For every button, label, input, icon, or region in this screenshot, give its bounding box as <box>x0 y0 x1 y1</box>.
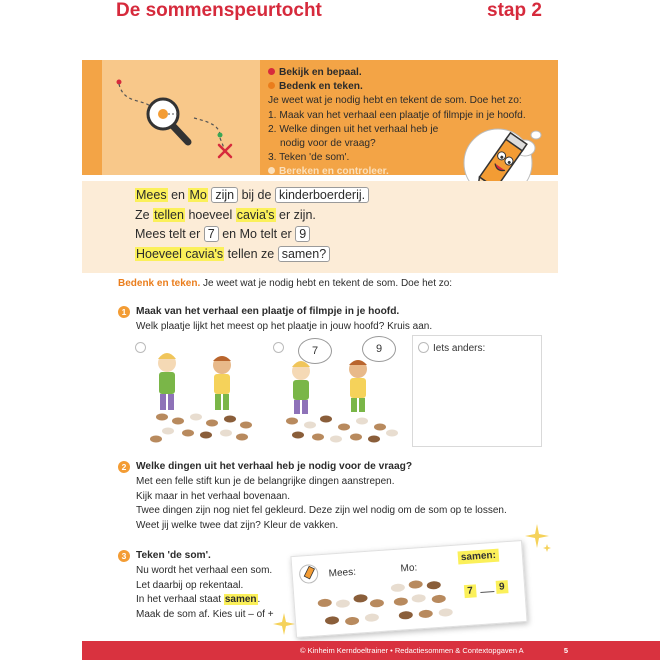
red-dot-icon <box>268 68 275 75</box>
instr-line1: 1. Maak van het verhaal een plaatje of filmpje in je hoofd. <box>268 109 526 121</box>
story-word-kinderboerderij: kinderboerderij. <box>275 187 369 203</box>
story-word-zijn: zijn <box>211 187 238 203</box>
pencil-mini-icon <box>298 563 319 584</box>
guinea-pigs-mees-icon <box>314 590 396 633</box>
step1-label: Bekijk en bepaal. <box>279 67 362 78</box>
story-word-samen: samen? <box>278 246 330 262</box>
q2-line: Kijk maar in het verhaal bovenaan. <box>136 490 290 502</box>
sparkle-icon <box>523 522 551 552</box>
q1-number-badge: 1 <box>118 306 130 318</box>
subheading <box>118 278 452 289</box>
q3-line3 <box>136 593 274 608</box>
q2-line: Twee dingen zijn nog niet fel gekleurd. Deze zijn wel nodig om de som op te lossen. <box>136 505 507 517</box>
q3-line3-end: . <box>257 594 261 606</box>
boy-icon <box>349 360 367 412</box>
sparkle-icon <box>272 612 296 638</box>
boy-icon <box>213 356 231 410</box>
q1-title: Maak van het verhaal een plaatje of filmpje in je hoofd. <box>136 306 400 317</box>
card-mo-label: Mo: <box>400 562 418 575</box>
card-value-9: 9 <box>496 580 508 594</box>
story-word-mees-telt-er: Mees telt er <box>135 227 201 241</box>
card-mees-label: Mees: <box>328 566 357 580</box>
guinea-pigs-mo-icon <box>387 576 460 627</box>
guinea-pigs-icon <box>150 414 252 443</box>
card-samen-label: samen: <box>458 549 500 565</box>
boy-icon <box>292 361 310 414</box>
story-line-4 <box>135 245 369 265</box>
story-word-tellen: tellen <box>154 207 184 222</box>
story-word-hoeveel-cavias: Hoeveel cavia's <box>136 246 224 261</box>
step-label: stap 2 <box>487 0 542 21</box>
instr-line2a: 2. Welke dingen uit het verhaal heb je <box>268 123 439 135</box>
story-text <box>135 186 369 264</box>
waypoint-dot-icon <box>218 133 223 138</box>
q2-line: Met een felle stift kun je de belangrijke dingen aanstrepen. <box>136 476 395 487</box>
footer-text: © Kinheim Kerndoeltrainer • Redactiesommen & Contextopgaven A <box>300 646 524 655</box>
card-value-7: 7 <box>464 584 476 598</box>
q3-line2: Let daarbij op rekentaal. <box>136 579 244 591</box>
story-word-mees: Mees <box>136 188 167 202</box>
page-number: 5 <box>563 646 568 655</box>
boy-icon <box>158 353 176 410</box>
subheading-rest: Je weet wat je nodig hebt en tekent de som. Doe het zo: <box>200 278 453 289</box>
q2-number-badge: 2 <box>118 461 130 473</box>
q3-line4: Maak de som af. Kies uit – of + <box>136 608 274 620</box>
q3-title: Teken 'de som'. <box>136 550 211 561</box>
subheading-bold: Bedenk en teken. <box>118 278 201 289</box>
q3-word-samen: samen <box>224 594 257 606</box>
guinea-pigs-icon <box>286 416 398 443</box>
card-dash <box>480 591 494 593</box>
story-word-mo: Mo <box>189 188 207 202</box>
scene-1-illustration <box>142 345 270 445</box>
story-word-tellen-ze: tellen ze <box>227 246 275 261</box>
sum-card <box>290 540 527 638</box>
page-title: De sommenspeurtocht <box>116 0 322 21</box>
q3-number-badge: 3 <box>118 550 130 562</box>
thought-bubble-7: 7 <box>298 338 332 364</box>
q2-text <box>136 475 507 533</box>
step3-label: Bereken en controleer. <box>279 166 389 178</box>
story-number-7: 7 <box>204 226 219 242</box>
other-option-label: Iets anders: <box>433 343 486 354</box>
step2-label: Bedenk en teken. <box>279 81 363 93</box>
light-dot-icon <box>268 167 275 174</box>
orange-dot-icon <box>268 82 275 89</box>
instr-line3: 3. Teken 'de som'. <box>268 152 350 164</box>
start-dot-icon <box>117 80 122 85</box>
cross-mark-icon <box>219 145 231 157</box>
thought-bubble-9: 9 <box>362 336 396 362</box>
footer-bar <box>82 641 660 660</box>
story-line-1 <box>135 186 369 206</box>
story-word-bij-de: bij de <box>241 188 272 202</box>
story-word-ze: Ze <box>135 207 150 222</box>
story-line-3 <box>135 225 369 245</box>
magnifier-icon <box>148 99 188 142</box>
q1-text: Welk plaatje lijkt het meest op het plaatje in jouw hoofd? Kruis aan. <box>136 321 433 332</box>
q2-title: Welke dingen uit het verhaal heb je nodig voor de vraag? <box>136 461 413 472</box>
story-word-er-zijn: er zijn. <box>279 207 316 222</box>
magnifier-path-illustration <box>102 60 260 175</box>
story-word-cavias: cavia's <box>236 207 275 222</box>
q3-text <box>136 564 274 622</box>
q3-line1: Nu wordt het verhaal een som. <box>136 565 273 576</box>
story-number-9: 9 <box>295 226 310 242</box>
story-line-2 <box>135 206 369 226</box>
instr-line2b: nodig voor de vraag? <box>280 138 376 150</box>
story-word-hoeveel: hoeveel <box>188 207 233 222</box>
q3-line3-text: In het verhaal staat <box>136 594 222 606</box>
instr-intro: Je weet wat je nodig hebt en tekent de som. Doe het zo: <box>268 95 522 107</box>
story-word-en: en <box>171 188 185 202</box>
q2-line: Weet jij welke twee dat zijn? Kleur de vakken. <box>136 519 339 531</box>
story-word-en-mo-telt-er: en Mo telt er <box>222 227 292 241</box>
